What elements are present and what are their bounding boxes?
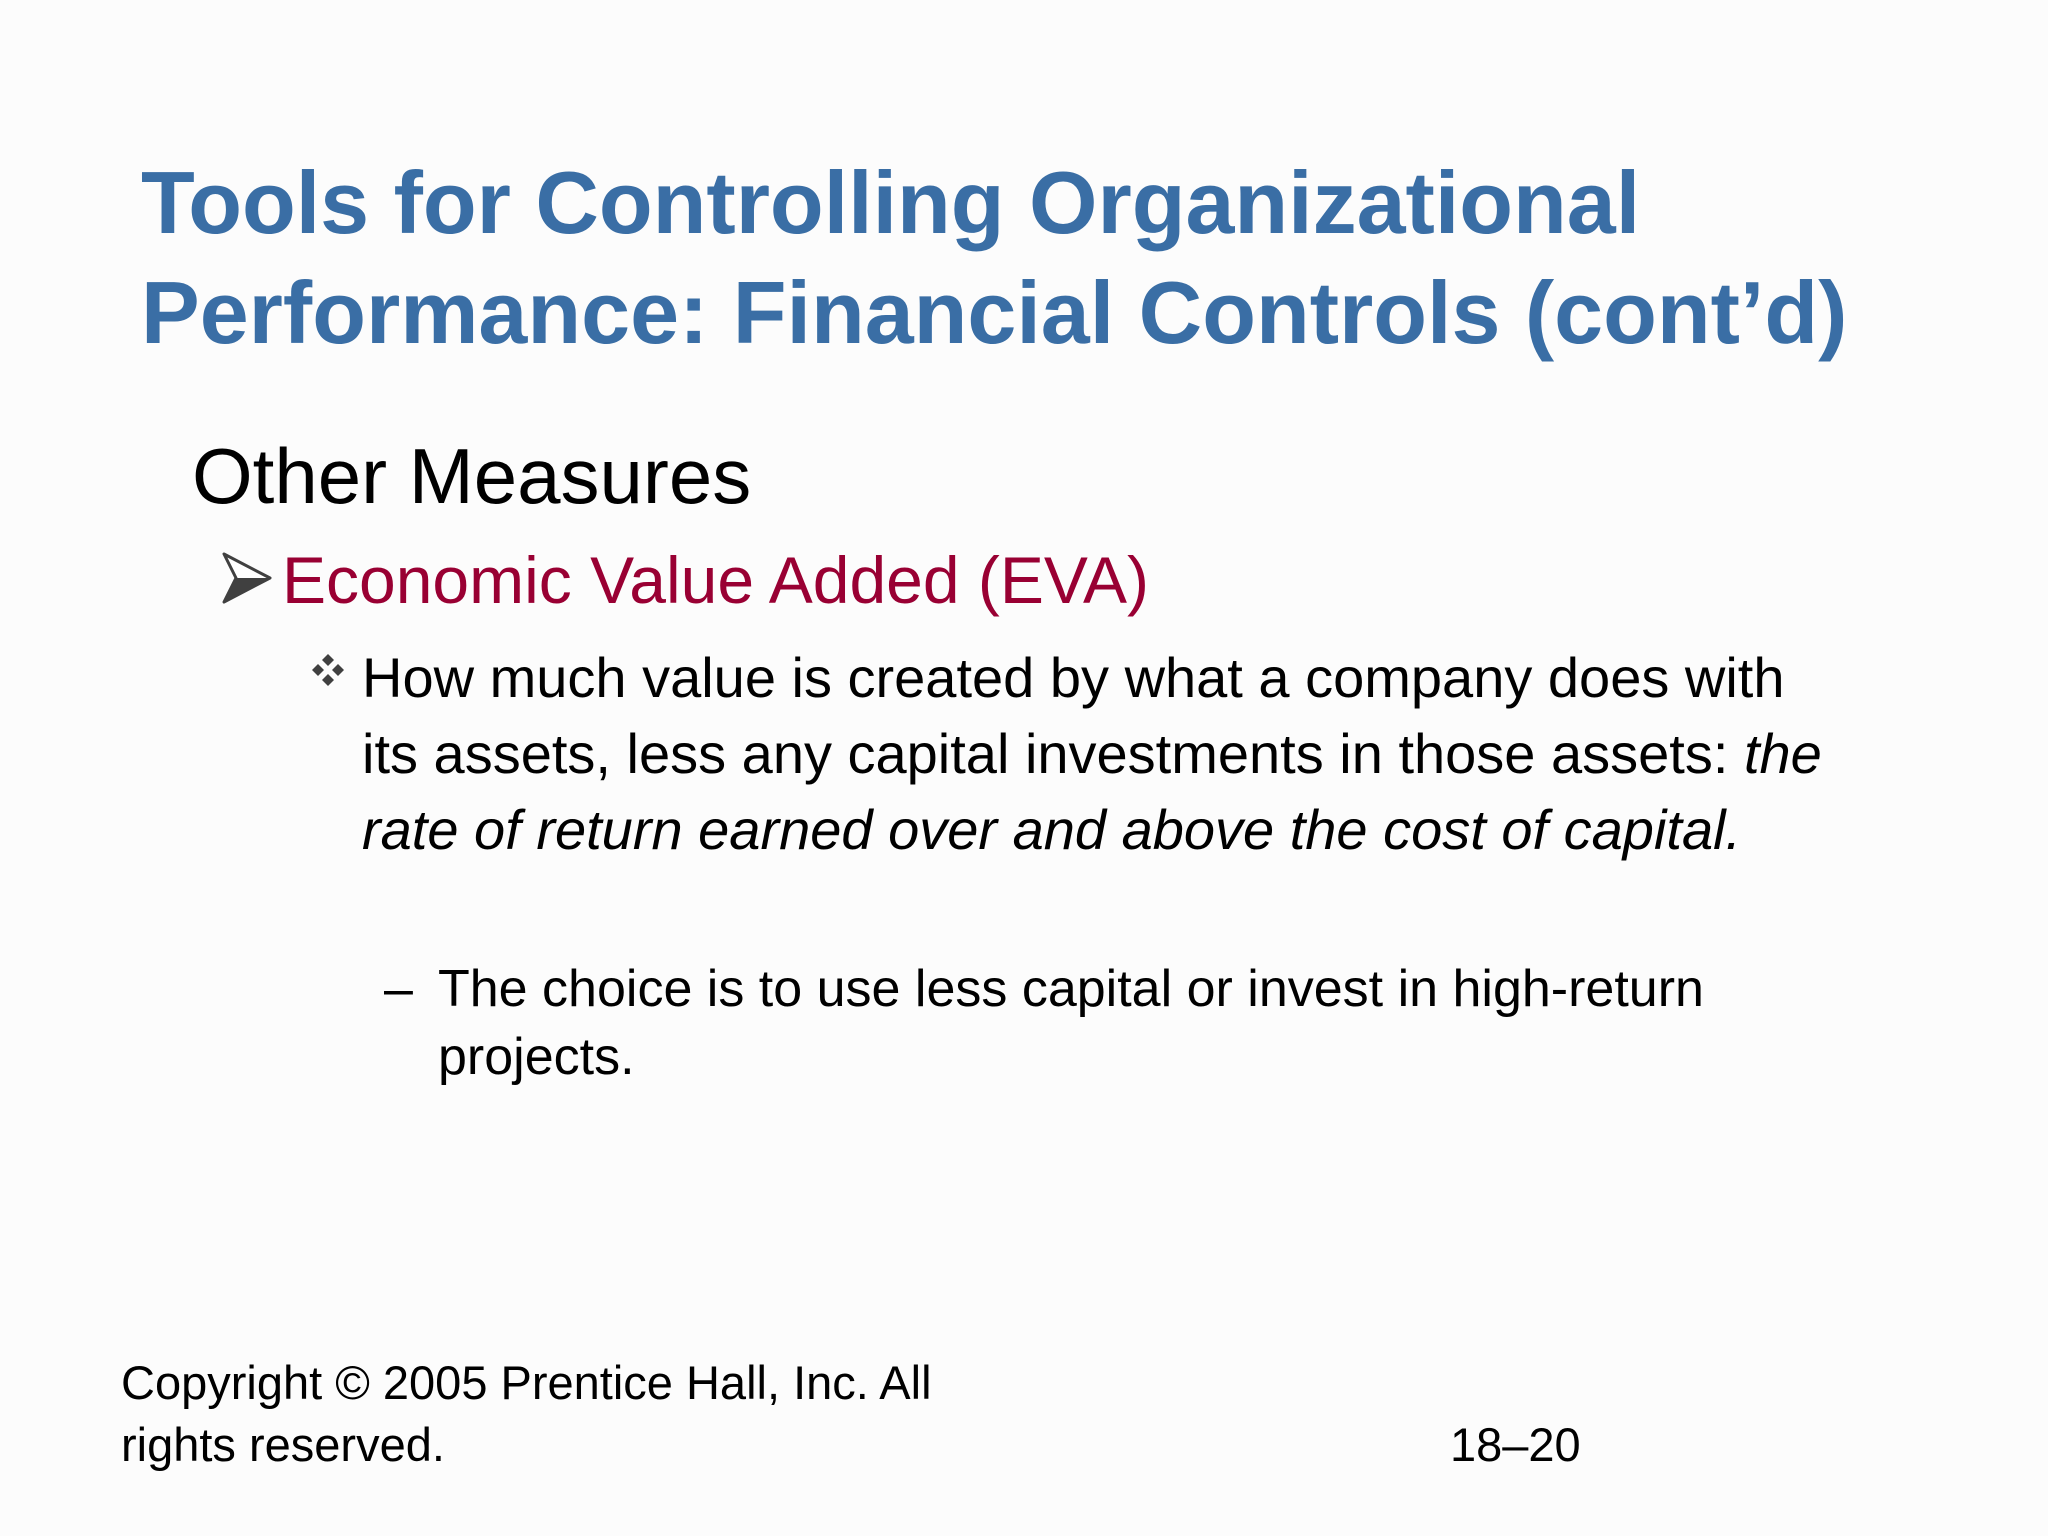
slide-title-line-2: Performance: Financial Controls (cont’d) <box>141 263 1848 362</box>
slide-title <box>141 148 2001 368</box>
bullet-level-3-plain: How much value is created by what a company does with its assets, less any capital investments in those assets: <box>362 646 1785 785</box>
dash-bullet: – <box>384 960 413 1018</box>
bullet-level-3-italic: the rate of return earned over and above the cost of capital. <box>362 722 1822 861</box>
bullet-level-3-text <box>362 640 1842 868</box>
copyright-notice <box>121 1352 1221 1476</box>
arrow-bullet-icon <box>222 552 272 604</box>
page-number: 18–20 <box>1450 1418 1581 1471</box>
slide-title-line-1: Tools for Controlling Organizational <box>141 153 1641 252</box>
bullet-level-4 <box>384 955 1858 1091</box>
copyright-line-2: rights reserved. <box>121 1418 445 1471</box>
bullet-level-4-text: The choice is to use less capital or invest in high-return projects. <box>438 960 1704 1086</box>
bullet-level-3 <box>362 640 1842 868</box>
copyright-line-1: Copyright © 2005 Prentice Hall, Inc. All <box>121 1356 932 1409</box>
bullet-level-2-text: Economic Value Added (EVA) <box>282 543 1150 617</box>
four-diamond-bullet-icon <box>310 652 346 688</box>
bullet-level-1: Other Measures <box>192 432 752 520</box>
